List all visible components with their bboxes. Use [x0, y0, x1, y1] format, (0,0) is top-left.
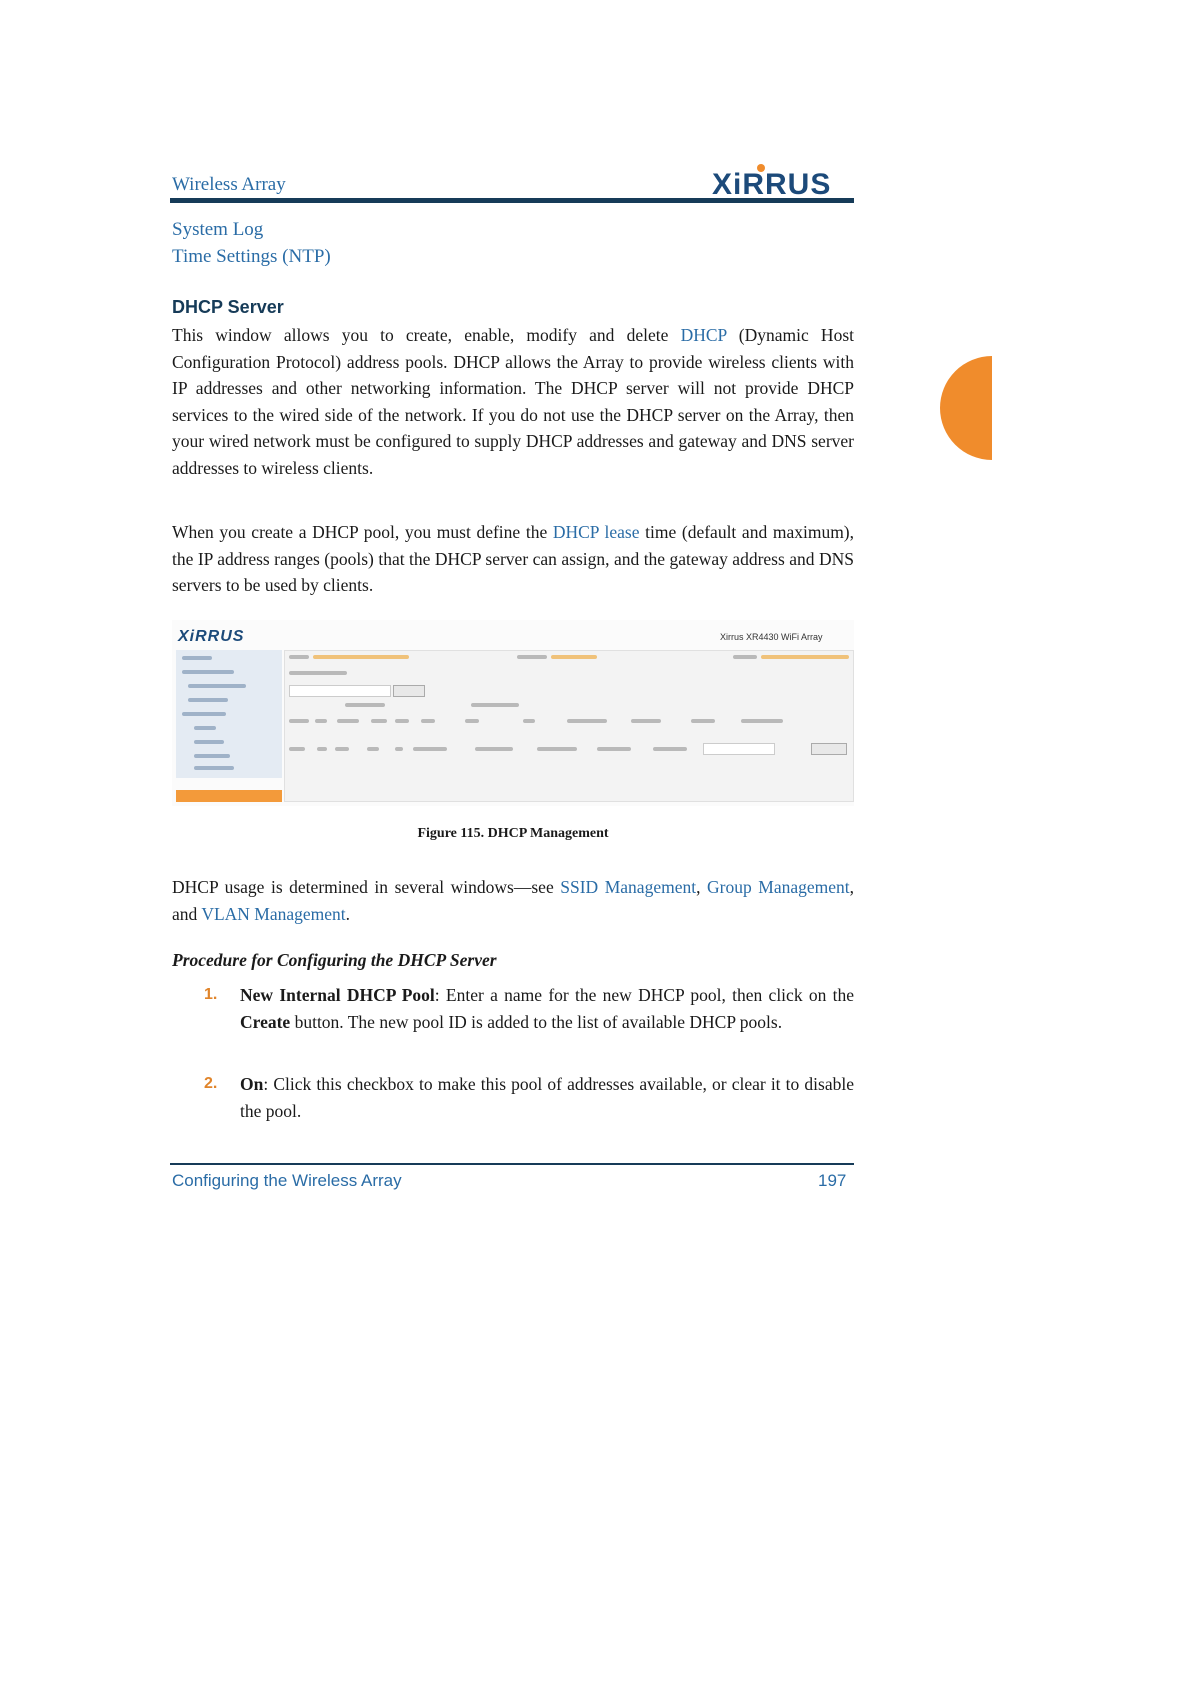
pool-text-start: When you create a DHCP pool, you must define the — [172, 522, 553, 542]
section-heading: DHCP Server — [172, 297, 284, 317]
procedure-heading: Procedure for Configuring the DHCP Server — [172, 950, 497, 970]
step-item — [240, 982, 854, 1035]
header-rule — [170, 198, 854, 203]
step-term-create: Create — [240, 1011, 291, 1032]
intro-text-start: This window allows you to create, enable, modify and delete — [172, 325, 681, 345]
footer-chapter-title: Configuring the Wireless Array — [172, 1171, 402, 1190]
screenshot-logo: XiRRUS — [178, 628, 245, 645]
svg-text:XiRRUS: XiRRUS — [712, 168, 832, 198]
screenshot-main-panel — [284, 650, 854, 802]
running-header-title: Wireless Array — [172, 174, 286, 195]
usage-text-and: , and — [172, 877, 854, 924]
step-number: 1. — [204, 986, 218, 1003]
page-number: 197 — [818, 1171, 847, 1190]
group-management-link[interactable]: Group Management — [707, 877, 850, 897]
usage-text-separator: , — [696, 877, 707, 897]
xirrus-logo — [712, 162, 852, 198]
vlan-management-link[interactable]: VLAN Management — [201, 903, 346, 924]
footer-rule — [170, 1163, 854, 1165]
step-term: On — [240, 1074, 264, 1094]
step-text: : Click this checkbox to make this pool of addresses available, or clear it to disable the pool. — [240, 1074, 854, 1121]
screenshot-device-title: Xirrus XR4430 WiFi Array — [720, 632, 823, 642]
toc-link-time-settings[interactable]: Time Settings (NTP) — [172, 246, 331, 267]
usage-text-end: . — [345, 903, 351, 924]
screenshot-sidebar — [176, 650, 282, 778]
step-text-rest: button. The new pool ID is added to the list of available DHCP pools. — [290, 1011, 783, 1032]
chapter-thumb-tab — [940, 356, 992, 460]
usage-text-start: DHCP usage is determined in several windows—see — [172, 877, 561, 897]
step-text: : Enter a name for the new DHCP pool, then click on the — [434, 985, 854, 1005]
toc-link-system-log[interactable]: System Log — [172, 219, 264, 240]
usage-paragraph — [172, 874, 854, 927]
figure-caption: Figure 115. DHCP Management — [417, 826, 609, 841]
dhcp-lease-link[interactable]: DHCP lease — [552, 522, 640, 542]
dhcp-link[interactable]: DHCP — [680, 325, 727, 345]
step-term: New Internal DHCP Pool — [240, 985, 435, 1005]
pool-paragraph — [172, 519, 854, 599]
screenshot-sidebar-active-item — [176, 790, 282, 802]
dhcp-management-screenshot — [172, 620, 854, 806]
intro-paragraph — [172, 322, 854, 481]
pool-text-rest: time (default and maximum), the IP address ranges (pools) that the DHCP server can assign, and the gateway address and DNS servers to be used by clients. — [172, 522, 855, 595]
intro-text-rest: (Dynamic Host Configuration Protocol) address pools. DHCP allows the Array to provide wireless clients with IP addresses and other networking information. The DHCP server will not provide DHCP services to the wired side of the network. If you do not use the DHCP server on the Array, then your wired network must be configured to supply DHCP addresses and gateway and DNS server addresses to wireless clients. — [172, 325, 854, 478]
ssid-management-link[interactable]: SSID Management — [560, 877, 697, 897]
step-number: 2. — [204, 1075, 218, 1092]
step-item — [240, 1071, 854, 1124]
